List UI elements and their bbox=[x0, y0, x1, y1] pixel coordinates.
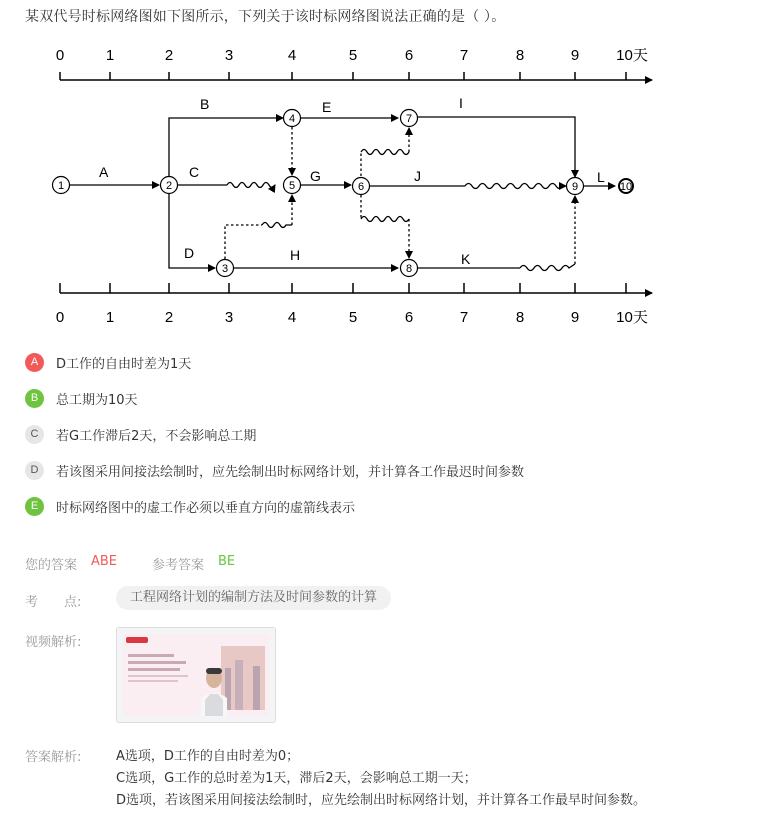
node-number: 6 bbox=[357, 181, 365, 193]
activity-label: G bbox=[310, 168, 321, 184]
node-number: 3 bbox=[221, 263, 229, 275]
option-D[interactable] bbox=[25, 460, 524, 480]
bottom-scale-tick-label: 8 bbox=[515, 309, 525, 326]
video-thumbnail[interactable] bbox=[116, 627, 276, 723]
activity-B-arrow bbox=[169, 118, 283, 176]
node-number: 7 bbox=[405, 113, 413, 125]
activity-label: B bbox=[200, 96, 210, 112]
option-C[interactable] bbox=[25, 424, 256, 444]
top-scale-tick-label: 10天 bbox=[616, 47, 648, 64]
bottom-scale-tick-label: 1 bbox=[105, 309, 115, 326]
activity-label: C bbox=[189, 164, 200, 180]
analysis-line: D选项，若该图采用间接法绘制时，应先绘制出时标网络计划，并计算各工作最早时间参数。 bbox=[116, 793, 647, 808]
node-number: 1 bbox=[57, 180, 65, 192]
activity-label: L bbox=[597, 169, 605, 185]
option-text: 时标网络图中的虚工作必须以垂直方向的虚箭线表示 bbox=[56, 500, 356, 516]
activity-label: H bbox=[290, 247, 301, 263]
your-answer-value: ABE bbox=[91, 554, 118, 569]
analysis-line: A选项，D工作的自由时差为0； bbox=[116, 749, 300, 764]
top-scale-tick-label: 1 bbox=[105, 47, 115, 64]
bottom-scale-tick-label: 4 bbox=[287, 309, 297, 326]
node-number: 2 bbox=[165, 180, 173, 192]
bottom-scale-tick-label: 10天 bbox=[616, 309, 648, 326]
time-scaled-network-diagram bbox=[0, 36, 767, 336]
option-letter-badge: A bbox=[25, 353, 44, 372]
option-letter-badge: E bbox=[25, 497, 44, 516]
top-scale-tick-label: 7 bbox=[459, 47, 469, 64]
option-text: D工作的自由时差为1天 bbox=[56, 356, 192, 372]
dummy-3-5-wave bbox=[262, 223, 292, 228]
activity-label: A bbox=[99, 164, 109, 180]
option-A[interactable] bbox=[25, 352, 191, 372]
option-letter-badge: C bbox=[25, 425, 44, 444]
activity-label: K bbox=[461, 251, 471, 267]
bottom-scale-tick-label: 2 bbox=[164, 309, 174, 326]
node-number: 8 bbox=[405, 263, 413, 275]
option-B[interactable] bbox=[25, 388, 138, 408]
top-scale-tick-label: 0 bbox=[55, 47, 65, 64]
activity-label: D bbox=[184, 245, 195, 261]
video-preview-image bbox=[117, 628, 275, 722]
analysis-text bbox=[116, 746, 646, 812]
question-text: 某双代号时标网络图如下图所示，下列关于该时标网络图说法正确的是（ ）。 bbox=[25, 9, 506, 25]
analysis-label: 答案解析: bbox=[25, 750, 82, 765]
top-scale-tick-label: 4 bbox=[287, 47, 297, 64]
reference-answer-value: BE bbox=[218, 554, 236, 569]
topic-tag[interactable]: 工程网络计划的编制方法及时间参数的计算 bbox=[116, 586, 391, 610]
bottom-scale-tick-label: 9 bbox=[570, 309, 580, 326]
node-number: 4 bbox=[288, 113, 296, 125]
bottom-scale-tick-label: 0 bbox=[55, 309, 65, 326]
top-time-scale bbox=[56, 47, 652, 80]
activity-I-arrow bbox=[418, 117, 575, 177]
activity-K-freefloat bbox=[520, 264, 575, 271]
option-E[interactable] bbox=[25, 496, 355, 516]
option-text: 若该图采用间接法绘制时，应先绘制出时标网络计划，并计算各工作最迟时间参数 bbox=[56, 464, 525, 480]
option-text: 总工期为10天 bbox=[56, 392, 138, 408]
dummy-6-8-wave bbox=[361, 217, 409, 222]
top-scale-tick-label: 8 bbox=[515, 47, 525, 64]
option-text: 若G工作滞后2天，不会影响总工期 bbox=[56, 428, 257, 444]
bottom-scale-tick-label: 6 bbox=[404, 309, 414, 326]
option-letter-badge: B bbox=[25, 389, 44, 408]
activity-label: J bbox=[414, 168, 421, 184]
node-number: 9 bbox=[571, 181, 579, 193]
top-scale-tick-label: 2 bbox=[164, 47, 174, 64]
bottom-scale-tick-label: 7 bbox=[459, 309, 469, 326]
activity-label: E bbox=[322, 99, 332, 115]
your-answer-label: 您的答案 bbox=[25, 558, 78, 573]
top-scale-tick-label: 6 bbox=[404, 47, 414, 64]
bottom-time-scale bbox=[56, 283, 652, 326]
reference-answer-label: 参考答案 bbox=[152, 558, 205, 573]
analysis-line: C选项，G工作的总时差为1天，滞后2天，会影响总工期一天； bbox=[116, 771, 477, 786]
dummy-3-5 bbox=[225, 225, 262, 259]
option-letter-badge: D bbox=[25, 461, 44, 480]
node-number: 5 bbox=[288, 180, 296, 192]
video-label: 视频解析: bbox=[25, 635, 82, 650]
top-scale-tick-label: 5 bbox=[348, 47, 358, 64]
bottom-scale-tick-label: 5 bbox=[348, 309, 358, 326]
top-scale-tick-label: 3 bbox=[224, 47, 234, 64]
activity-J-freefloat bbox=[465, 184, 566, 189]
node-number: 10 bbox=[619, 181, 633, 193]
activity-label: I bbox=[459, 95, 463, 111]
dummy-6-7-wave bbox=[361, 150, 409, 155]
bottom-scale-tick-label: 3 bbox=[224, 309, 234, 326]
top-scale-tick-label: 9 bbox=[570, 47, 580, 64]
topic-label: 考 点: bbox=[25, 595, 82, 610]
activity-C-freefloat bbox=[227, 183, 275, 188]
